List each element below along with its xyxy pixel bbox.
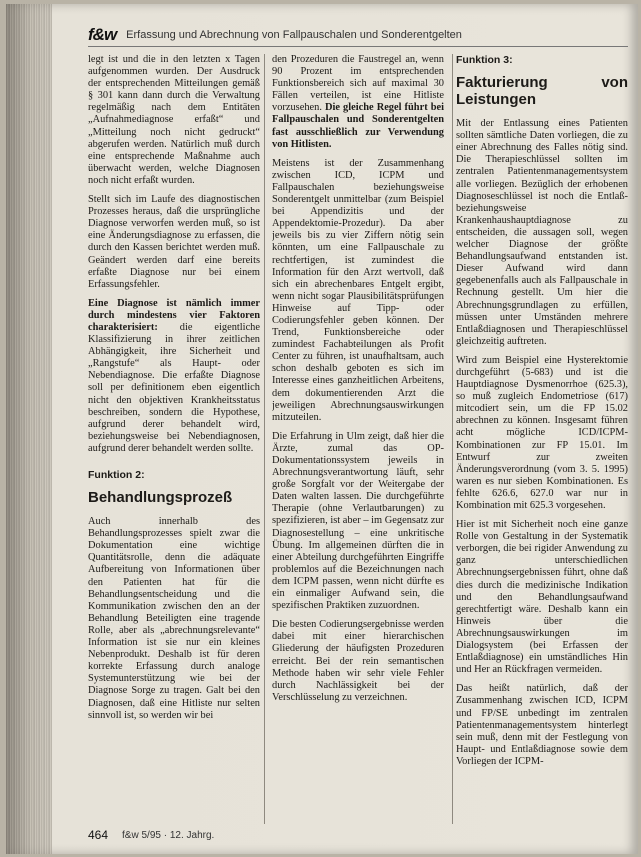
column-rule (264, 54, 265, 824)
function-label: Funktion 3: (456, 54, 513, 66)
paragraph (272, 54, 444, 151)
column-3 (456, 54, 628, 824)
paragraph: Die Erfahrung in Ulm zeigt, daß hier die Ärzte, zumal das OP-Dokumentationssystem jeweils in Abrechnungsverantwortung läuft, sehr große Sorgfalt vor der Weitergabe der Daten walten lassen. Die durchgeführte Therapie (ohne Verlautbarungen) zu spezifizieren, ist aber – im Gegensatz zur Diagnosestellung – eine unkritische Übung. Im allgemeinen dürften die in einer Abteilung durchgeführten Eingriffe problemlos auf die Bezeichnungen nach dem ICPM passen, wenn nicht dürfte es ein einmaliger Aufwand sein, die spezifischen Praktiken zuzuordnen. (272, 430, 444, 612)
paragraph-rest: die eigentliche Klassifizierung in ihrer zeitlichen Abhängigkeit, ihre Sicherheit und „Rangstufe“ als Haupt- oder Nebendiagnose. Die erfaßte Diagnose soll per definitionem eben eigentlich nicht den objektiven Krankheitsstatus beschreiben, sondern die Hypothese, aufgrund derer behandelt wird, beziehungsweise bei Nebendiagnosen, aufgrund derer behandelt werden sollte. (88, 321, 260, 454)
book-page-edges (6, 4, 52, 854)
paragraph: Hier ist mit Sicherheit noch eine ganze Rolle von Gestaltung in der Systematik verborgen, die bei rigider Anwendung zu ganz unterschiedlichen Abrechnungsergebnissen führt, ohne daß dies durch die medizinische Indikation und den Behandlungsaufwand gerechtfertigt wäre. Deshalb kann ein Hinweis über die Abrechnungsauswirkungen im Dialogsystem (bei Erfassen der Entlaßdiagnose) ein umständliches Hin und Her an Rückfragen vermeiden. (456, 519, 628, 676)
paragraph: Das heißt natürlich, daß der Zusammenhang zwischen ICD, ICPM und FP/SE unbedingt im zentralen Patientenmanagementsystem hinterlegt sein muß, denn mit der Festlegung von Haupt- und Entlaßdiagnose sowie dem Vorliegen der ICPM- (456, 683, 628, 767)
text-columns (88, 54, 628, 824)
document-page (88, 24, 628, 844)
function-label: Funktion 2: (88, 469, 145, 481)
paragraph: Stellt sich im Laufe des diagnostischen Prozesses heraus, daß die ursprüngliche Diagnose verworfen werden muß, so ist eine Änderungsdiagnose zu erfassen, die durch den Kassen berichtet werden muß. Geändert werden darf eine bereits erfaßte Diagnose nur bei einem Erfassungsfehler. (88, 194, 260, 290)
section-heading: Behandlungsprozeß (88, 489, 233, 507)
journal-logo: f&w (88, 25, 117, 44)
paragraph: legt ist und die in den letzten x Tagen aufgenommen wurden. Der Ausdruck der entsprechenden Mitteilungen gemäß § 301 kann dann durch die Verwaltung regelmäßig nach dem Entitäten „Aufnahmediagnose erfaßt“ und „Mitteilung noch nicht gedruckt“ abgerufen werden. Natürlich muß durch eine entsprechende Maßnahme auch überwacht werden, welche Diagnosen noch nicht erfaßt wurden. (88, 54, 260, 186)
bold-lead: Eine Diagnose ist nämlich immer durch mindestens vier Faktoren charakterisiert: (88, 297, 260, 333)
page-footer (88, 828, 628, 842)
paragraph (88, 298, 260, 455)
column-2 (272, 54, 444, 824)
running-header-title: Erfassung und Abrechnung von Fallpauschalen und Sonderentgelten (126, 29, 462, 41)
paragraph: Meistens ist der Zusammenhang zwischen ICD, ICPM und Fallpauschalen beziehungsweise Sonderentgelt unmittelbar (zum Beispiel bei Appendizitis und der Appendektomie-Prozedur). Da aber jeweils bis zu vier Ziffern nötig sein könnten, um eine Fallpauschale zu rechtfertigen, ist zumindest die Information für den Arzt wertvoll, daß sich ein abrechenbares Entgelt ergibt, wenn nicht sogar Plausibilitätsprüfungen Hinweise auf Tipp- oder Codierungsfehler geben können. Der Trend, Funktionsbereiche oder zumindest Fachabteilungen als Profit Center zu führen, ist unaufhaltsam, auch schon deshalb geboten es sich im Interesse eines ganzheitlichen Arbeitens, dem dokumentierenden Arzt die jeweiligen Abrechnungsauswirkungen mitzuteilen. (272, 157, 444, 423)
running-header (88, 24, 628, 47)
paragraph: Wird zum Beispiel eine Hysterektomie durchgeführt (5-683) und ist die Hauptdiagnose Dysmenorrhoe (625.3), so muß zugleich Endometriose (617) mitcodiert sein, um die FP 15.02 abrechnen zu können. Insgesamt führen acht mögliche ICD/ICPM-Kombinationen zur FP 15.01. Im Entwurf zur zweiten Änderungsverordnung (vom 3. 5. 1995) waren es nur sieben Kombinationen. Es fehlte 626.6, 627.0 war nur in Kombination mit 625.3 vorgesehen. (456, 354, 628, 511)
paragraph: Auch innerhalb des Behandlungsprozesses spielt zwar die Dokumentation eine wichtige Quantitätsrolle, denn die adäquate Aufbereitung von Informationen über den Patienten hat für die Behandlungsentscheidung und die Kommunikation zwischen den an der Behandlung Beteiligten eine tragende Rolle, aber als „abrechnungsrelevante“ Information ist sie nur ein kleines Nebenprodukt. Deshalb ist für deren korrekte Erfassung durch analoge Systemunterstützung wie bei der Diagnose Sorge zu tragen. Galt bei den Diagnosen, daß eine Hitliste nur selten sinnvoll ist, so werden wir bei (88, 516, 260, 721)
bold-sentence: Die gleiche Regel führt bei Fallpauschalen und Sonderentgelten fast ausschließlich zur Verwendung von Hitlisten. (272, 102, 444, 150)
paragraph-lead: den Prozeduren die Faustregel an, wenn 90 Prozent im entsprechenden Funktionsbereich sich auf maximal 30 Fällen verteilen, ist eine Hitliste vorzusehen. (272, 54, 444, 114)
page-number: 464 (88, 828, 109, 842)
paragraph: Die besten Codierungsergebnisse werden dabei mit einer hierarchischen Gliederung der häufigsten Prozeduren erreicht. Bei der rein semantischen Methode haben wir sehr viele Fehler durch Nachlässigkeit bei der Verschlüsselung zu verzeichnen. (272, 619, 444, 703)
section-heading: Fakturierung von Leistungen (456, 74, 628, 109)
journal-issue: f&w 5/95 · 12. Jahrg. (122, 829, 215, 841)
column-1 (88, 54, 260, 824)
paragraph: Mit der Entlassung eines Patienten sollten sämtliche Daten vorliegen, die zu einer Abrechnung des Falles nötig sind. Die Therapieschlüssel sollten im zentralen Patientenmanagementsystem alle vorliegen. Bezüglich der erhobenen Diagnoseschlüssel ist noch die Entlaß- beziehungsweise Krankenhaushauptdiagnose zu entscheiden, die aussagen soll, wegen welcher Diagnose der größte Behandlungsaufwand entstanden ist. Dieser Aufwand wird dann gegebenenfalls auch als Fallpauschale in Rechnung gestellt. Um hier die Abrechnungsgrundlagen zu erfüllen, müssen unter Umständen mehrere Entlaßdiagnosen und Therapieschlüssel gleichzeitig auftreten. (456, 118, 628, 347)
column-rule (452, 54, 453, 824)
